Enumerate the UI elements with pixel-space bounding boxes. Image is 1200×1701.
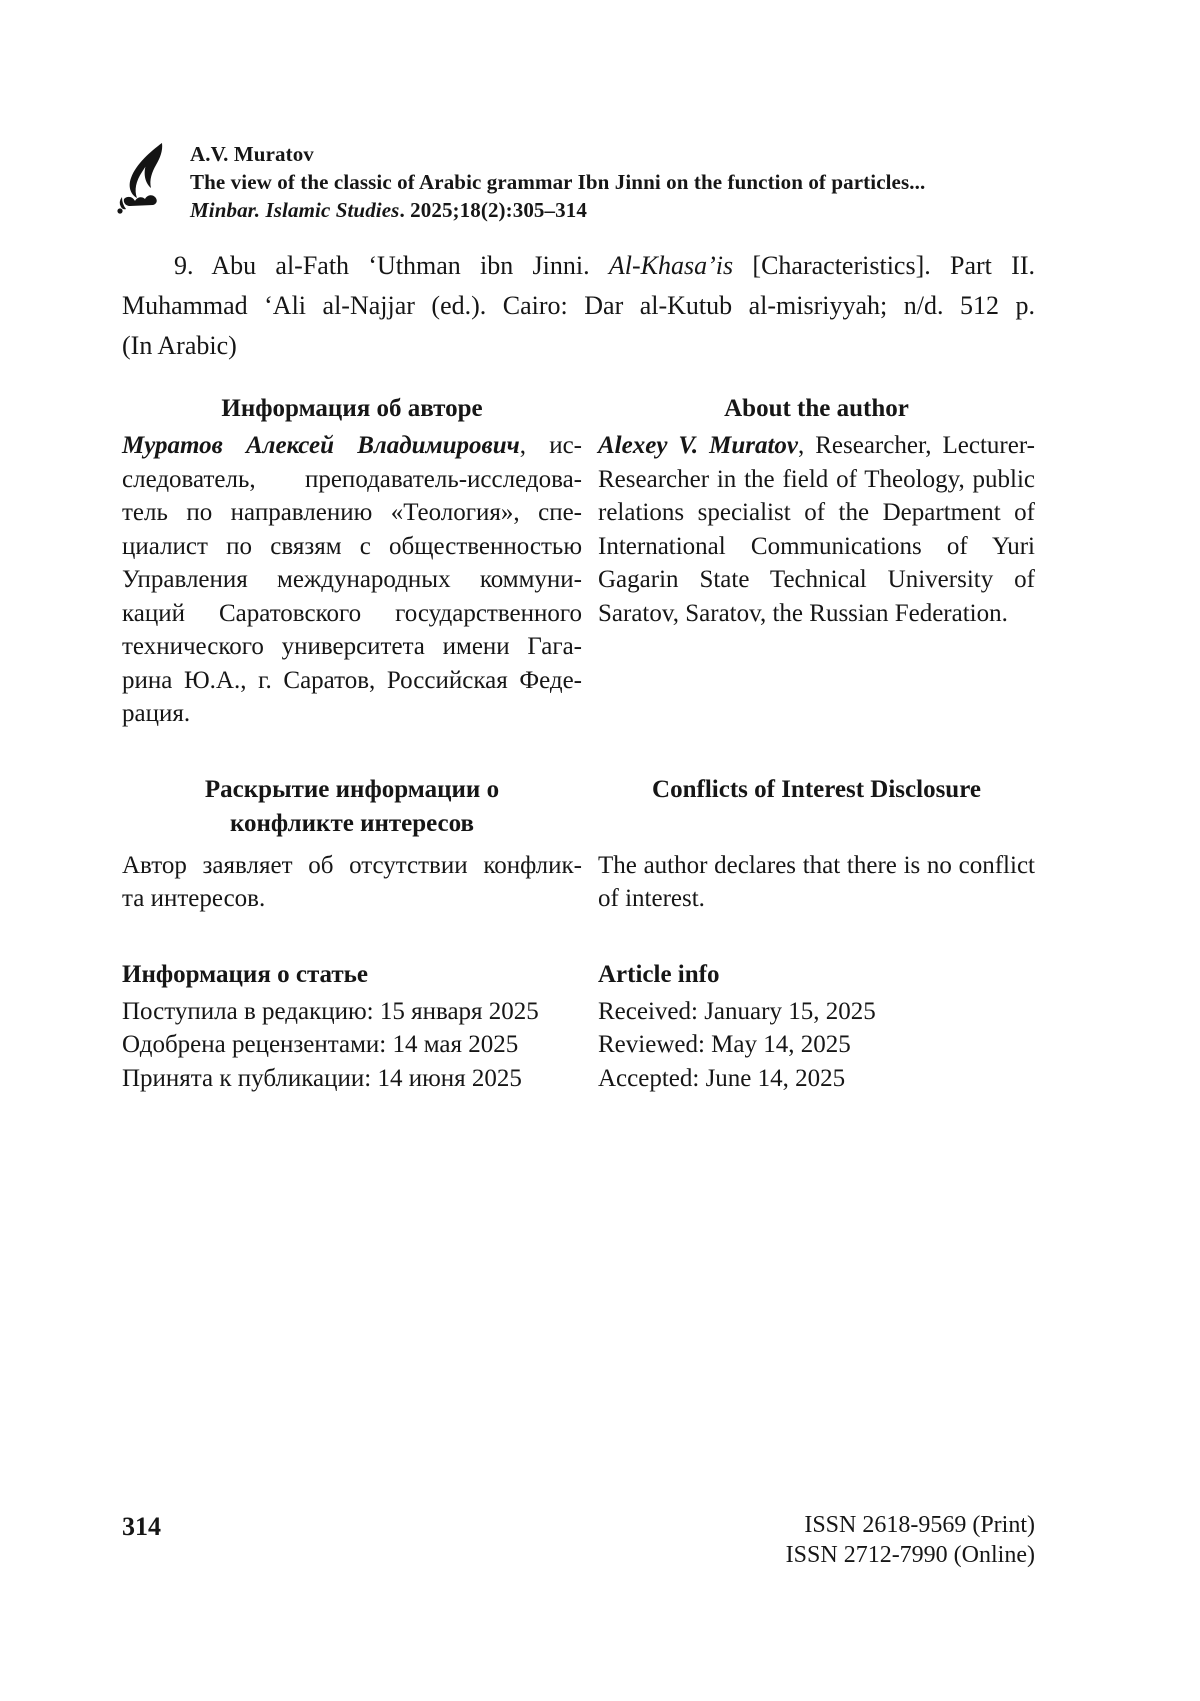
text-segment: relations specialist of the Department of <box>598 499 1035 526</box>
issn-print: ISSN 2618-9569 (Print) <box>804 1512 1035 1538</box>
text-line <box>598 563 1035 597</box>
reference-entry-9 <box>122 246 1035 366</box>
article-info-ru-heading: Информация о статье <box>122 960 368 988</box>
text-segment: та интересов. <box>122 885 266 912</box>
text-line <box>122 807 582 841</box>
text-segment: Saratov, Saratov, the Russian Federation. <box>598 599 1008 627</box>
text-line <box>122 773 582 807</box>
article-info-en-dates <box>598 995 1035 1096</box>
text-segment: конфликте интересов <box>229 809 475 837</box>
about-author-ru-heading: Информация об авторе <box>221 395 483 422</box>
about-author-en-paragraph <box>598 429 1035 630</box>
text-segment: The author declares that there is no conflict <box>598 851 1035 879</box>
text-segment: Accepted: June 14, 2025 <box>598 1064 846 1092</box>
journal-name: Minbar. Islamic Studies <box>190 198 400 222</box>
journal-logo-icon <box>116 142 174 214</box>
text-line <box>598 429 1035 463</box>
conflict-ru-paragraph <box>122 849 582 916</box>
text-line <box>122 995 582 1029</box>
text-segment: следователь, преподаватель-исследова- <box>122 465 582 493</box>
page-number: 314 <box>122 1512 161 1541</box>
issn-block <box>786 1510 1035 1570</box>
text-segment: Принята к публикации: 14 июня 2025 <box>122 1064 522 1092</box>
text-line <box>122 429 582 463</box>
text-line <box>598 995 1035 1029</box>
text-segment: Муратов Алексей Владимирович <box>122 432 520 459</box>
text-line <box>598 463 1035 497</box>
text-segment: циалист по связям с общественностью <box>122 532 582 560</box>
text-segment: Muhammad ‘Ali al-Najjar (ed.). Cairo: Dar al-Kutub al-misriyyah; n/d. 512 p. <box>122 291 1035 320</box>
header-text-block <box>190 140 925 224</box>
text-line <box>598 597 1035 631</box>
text-segment: International Communications of Yuri <box>598 532 1035 560</box>
text-line <box>122 530 582 564</box>
text-line <box>598 496 1035 530</box>
text-line <box>598 1062 1035 1096</box>
text-line <box>122 664 582 698</box>
text-segment: Al-Khasa’is <box>608 251 734 280</box>
about-author-en-heading: About the author <box>724 395 909 422</box>
text-line <box>122 1028 582 1062</box>
text-segment: [Characteristics]. Part II. <box>733 251 1035 280</box>
issn-online: ISSN 2712-7990 (Online) <box>785 1542 1035 1568</box>
header-author: A.V. Muratov <box>190 142 314 166</box>
text-segment: Gagarin State Technical University of <box>598 566 1035 593</box>
text-line <box>122 597 582 631</box>
about-author-ru-paragraph <box>122 429 582 731</box>
journal-issue-pages: . 2025;18(2):305–314 <box>399 198 587 222</box>
header-journal-reference <box>190 196 925 224</box>
text-segment: Alexey V. Muratov <box>598 432 798 459</box>
text-segment: Reviewed: May 14, 2025 <box>598 1031 851 1058</box>
text-line <box>122 697 582 731</box>
text-segment: Автор заявляет об отсутствии конфлик- <box>122 851 582 879</box>
conflict-en-section <box>598 773 1035 916</box>
text-segment: (In Arabic) <box>122 331 237 360</box>
text-segment: каций Саратовского государственного <box>122 599 582 627</box>
article-info-ru-section <box>122 958 582 1096</box>
text-line <box>122 246 1035 286</box>
article-info-en-section <box>598 958 1035 1096</box>
text-segment: Раскрытие информации о <box>204 775 500 803</box>
text-line <box>122 326 1035 366</box>
article-info-en-heading: Article info <box>598 960 720 988</box>
about-author-en-section <box>598 392 1035 731</box>
text-line <box>122 630 582 664</box>
text-line <box>122 496 582 530</box>
text-segment: , ис- <box>519 432 582 459</box>
conflict-en-heading-block <box>598 773 1035 841</box>
text-line <box>122 563 582 597</box>
conflict-en-paragraph <box>598 849 1035 916</box>
text-line <box>122 882 582 916</box>
text-line <box>598 1028 1035 1062</box>
about-author-ru-section <box>122 392 582 731</box>
text-line <box>598 530 1035 564</box>
text-line <box>122 463 582 497</box>
text-segment: Управления международных коммуни- <box>122 566 582 593</box>
text-line <box>122 286 1035 326</box>
text-segment: of interest. <box>598 885 705 912</box>
article-info-ru-dates <box>122 995 582 1096</box>
text-segment: рина Ю.А., г. Саратов, Российская Феде- <box>122 666 582 694</box>
running-header <box>116 140 925 224</box>
arabic-calligraphy-glyph <box>116 142 174 214</box>
text-line <box>598 882 1035 916</box>
two-column-block <box>122 392 1035 1095</box>
text-segment: технического университета имени Гага- <box>122 633 582 660</box>
text-segment: Received: January 15, 2025 <box>598 997 876 1025</box>
text-segment: , Researcher, Lecturer- <box>798 432 1035 459</box>
text-line <box>598 849 1035 883</box>
text-segment: тель по направлению «Теология», спе- <box>122 499 582 526</box>
header-article-title: The view of the classic of Arabic grammar Ibn Jinni on the function of particles... <box>190 170 926 194</box>
text-segment: Одобрена рецензентами: 14 мая 2025 <box>122 1031 519 1058</box>
conflict-ru-heading <box>122 773 582 841</box>
text-segment: рация. <box>122 700 191 727</box>
conflict-ru-section <box>122 773 582 916</box>
text-line <box>122 849 582 883</box>
text-segment: 9. Abu al-Fath ‘Uthman ibn Jinni. <box>174 251 609 280</box>
conflict-en-heading: Conflicts of Interest Disclosure <box>652 775 981 803</box>
text-line <box>122 1062 582 1096</box>
text-segment: Researcher in the field of Theology, public <box>598 465 1035 493</box>
text-segment: Поступила в редакцию: 15 января 2025 <box>122 997 539 1025</box>
